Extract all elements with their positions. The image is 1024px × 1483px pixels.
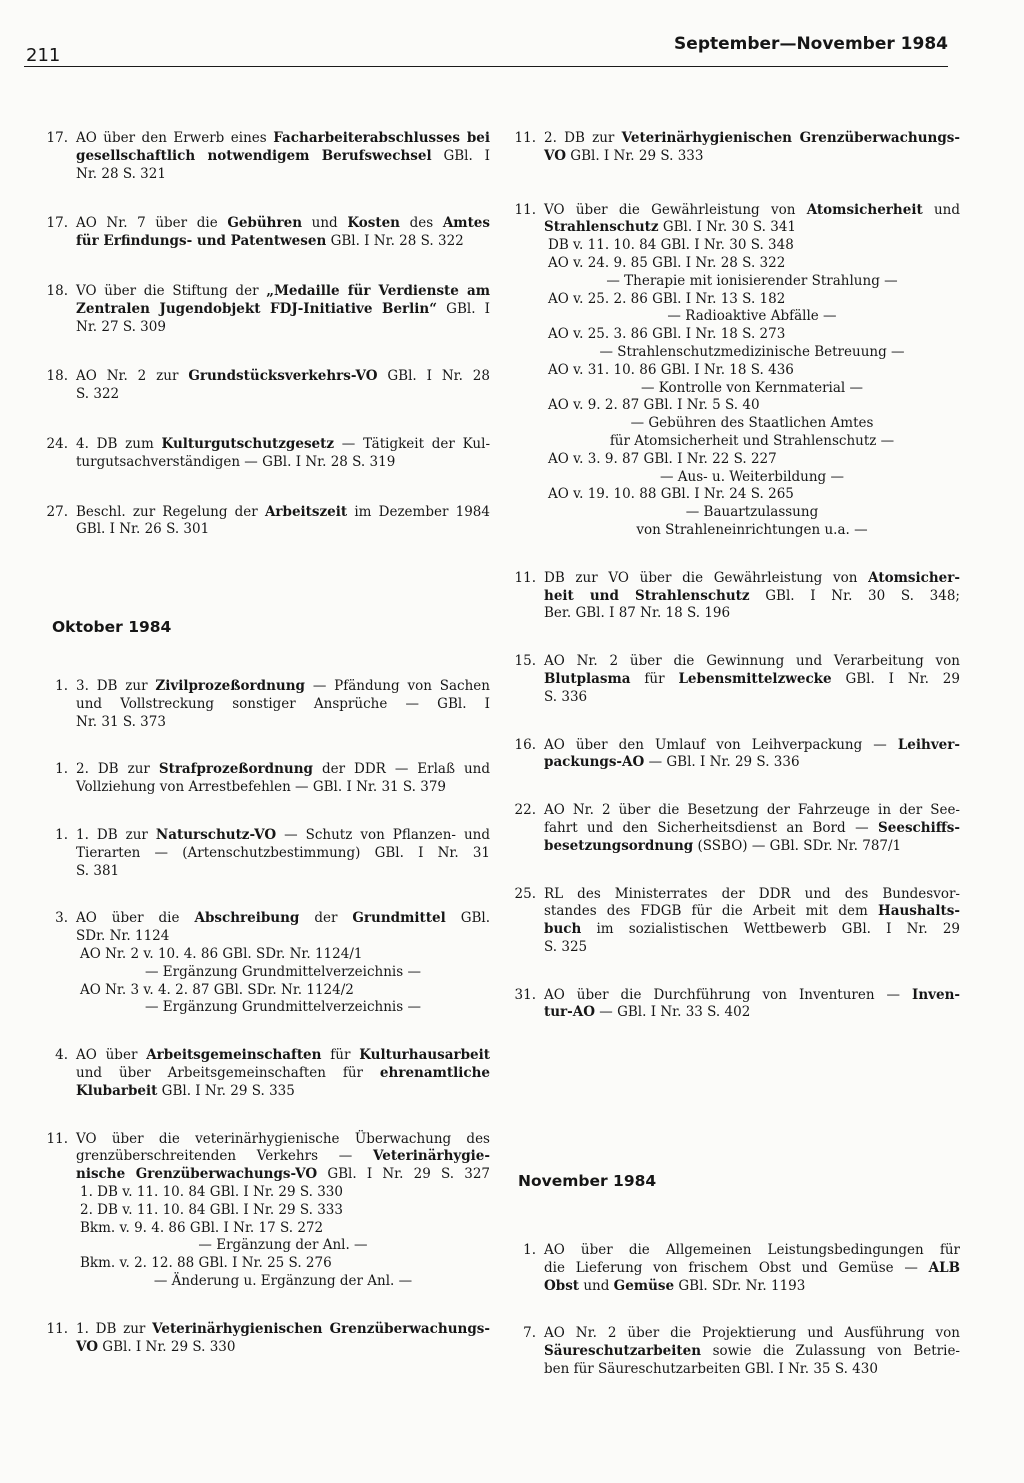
entry-date: 3. (55, 910, 68, 927)
list-item (40, 283, 490, 336)
entry-line: RL des Ministerrates der DDR und des Bundesvor- (544, 885, 960, 902)
entry-line: — Änderung u. Ergänzung der Anl. — (153, 1272, 413, 1289)
entry-line: — Strahlenschutzmedizinische Betreuung — (599, 343, 905, 360)
section-heading-november: November 1984 (518, 1172, 657, 1190)
list-item (40, 504, 490, 540)
entry-line: VO über die veterinärhygienische Überwachung des (76, 1130, 490, 1147)
entry-line: Nr. 27 S. 309 (76, 318, 166, 335)
left-column (40, 100, 490, 539)
entry-line: AO über den Umlauf von Leihverpackung — Leihver- (544, 736, 960, 753)
entry-line: VO GBl. I Nr. 29 S. 330 (76, 1338, 236, 1355)
entry-line: besetzungsordnung (SSBO) — GBl. SDr. Nr. 787/1 (544, 837, 902, 854)
entry-line: turgutsachverständigen — GBl. I Nr. 28 S. 319 (76, 453, 396, 470)
entry-text (544, 570, 960, 623)
entry-text (544, 202, 960, 540)
entry-line: AO Nr. 2 v. 10. 4. 86 GBl. SDr. Nr. 1124/1 (80, 945, 363, 962)
entry-line: AO v. 25. 2. 86 GBl. I Nr. 13 S. 182 (548, 290, 786, 307)
entry-date: 11. (514, 130, 536, 146)
entry-text (76, 1047, 490, 1100)
entry-line: Vollziehung von Arrestbefehlen — GBl. I Nr. 31 S. 379 (76, 779, 447, 796)
entry-text (76, 283, 490, 336)
entry-text (544, 886, 960, 957)
entry-text (76, 504, 490, 540)
entry-text (544, 653, 960, 706)
entry-line: nische Grenzüberwachungs-VO GBl. I Nr. 29 S. 327 (76, 1166, 490, 1183)
entry-line: für Atomsicherheit und Strahlenschutz — (609, 432, 895, 449)
entry-date: 1. (523, 1242, 536, 1258)
entry-line: Ber. GBl. I 87 Nr. 18 S. 196 (544, 605, 731, 622)
entry-line: SDr. Nr. 1124 (76, 928, 170, 945)
list-item (508, 886, 960, 957)
list-item (40, 1321, 490, 1357)
entry-line: die Lieferung von frischem Obst und Gemüse — ALB (544, 1259, 960, 1276)
entry-text (76, 761, 490, 797)
entry-line: AO v. 19. 10. 88 GBl. I Nr. 24 S. 265 (548, 486, 794, 503)
running-head: September—November 1984 (674, 34, 948, 54)
entry-line: — Aus- u. Weiterbildung — (660, 468, 844, 485)
entry-line: für Erfindungs- und Patentwesen GBl. I Nr. 28 S. 322 (76, 233, 464, 250)
entry-line: 2. DB v. 11. 10. 84 GBl. I Nr. 29 S. 333 (80, 1201, 343, 1218)
entry-line: AO über die Durchführung von Inventuren — Inven- (544, 986, 960, 1003)
entry-date: 15. (514, 653, 536, 670)
entry-date: 31. (514, 986, 536, 1003)
entry-text (76, 1321, 490, 1357)
entry-line: — Gebühren des Staatlichen Amtes (630, 415, 874, 432)
entry-line: S. 336 (544, 688, 588, 705)
entry-line: und Vollstreckung sonstiger Ansprüche — GBl. I (76, 695, 490, 712)
entry-text (544, 1325, 960, 1378)
entry-date: 16. (514, 736, 536, 753)
section-heading-oktober: Oktober 1984 (52, 618, 172, 636)
entry-line: AO über Arbeitsgemeinschaften für Kulturhausarbeit (76, 1047, 490, 1064)
entry-line: 2. DB zur Strafprozeßordnung der DDR — Erlaß und (76, 761, 491, 778)
oktober-column (40, 648, 490, 1356)
entry-line: AO v. 24. 9. 85 GBl. I Nr. 28 S. 322 (548, 254, 786, 271)
entry-line: — Radioaktive Abfälle — (667, 308, 837, 325)
entry-line: Strahlenschutz GBl. I Nr. 30 S. 341 (544, 219, 797, 236)
entry-date: 11. (514, 569, 536, 586)
entry-line: AO v. 9. 2. 87 GBl. I Nr. 5 S. 40 (548, 397, 760, 414)
entry-text (544, 1242, 960, 1295)
entry-date: 11. (514, 201, 536, 218)
entry-text (544, 802, 960, 855)
list-item (40, 130, 490, 183)
entry-line: packungs-AO — GBl. I Nr. 29 S. 336 (544, 754, 800, 771)
november-entry-list (508, 1242, 960, 1379)
entry-date: 22. (514, 802, 536, 819)
entry-date: 17. (46, 215, 68, 232)
entry-line: Obst und Gemüse GBl. SDr. Nr. 1193 (544, 1277, 806, 1294)
entry-line: heit und Strahlenschutz GBl. I Nr. 30 S. 348; (544, 587, 960, 604)
november-column (508, 1212, 960, 1379)
list-item (508, 737, 960, 773)
list-item (508, 130, 960, 166)
list-item (508, 653, 960, 706)
list-item (40, 436, 490, 472)
entry-line: S. 381 (76, 862, 120, 879)
entry-line: Tierarten — (Artenschutzbestimmung) GBl. I Nr. 31 (76, 844, 490, 861)
entry-text (76, 368, 490, 404)
entry-line: und über Arbeitsgemeinschaften für ehrenamtliche (76, 1064, 490, 1081)
entry-line: AO Nr. 3 v. 4. 2. 87 GBl. SDr. Nr. 1124/2 (80, 981, 354, 998)
list-item (40, 1131, 490, 1291)
list-item (508, 1325, 960, 1378)
list-item (508, 1242, 960, 1295)
entry-line: Bkm. v. 2. 12. 88 GBl. I Nr. 25 S. 276 (80, 1255, 332, 1272)
entry-date: 25. (514, 885, 536, 902)
entry-line: GBl. I Nr. 26 S. 301 (76, 521, 210, 538)
list-item (40, 215, 490, 251)
right-entry-list (508, 130, 960, 1022)
right-column (508, 100, 960, 1022)
entry-line: fahrt und den Sicherheitsdienst an Bord — Seeschiffs- (544, 819, 960, 836)
list-item (508, 570, 960, 623)
entry-line: standes des FDGB für die Arbeit mit dem Haushalts- (544, 903, 960, 920)
entry-text (76, 436, 490, 472)
entry-line: VO GBl. I Nr. 29 S. 333 (544, 147, 704, 164)
oktober-entry-list (40, 678, 490, 1356)
entry-date: 1. (55, 678, 68, 694)
entry-line: Bkm. v. 9. 4. 86 GBl. I Nr. 17 S. 272 (80, 1219, 324, 1236)
entry-line: — Ergänzung Grundmittelverzeichnis — (145, 963, 421, 980)
entry-line: 1. DB v. 11. 10. 84 GBl. I Nr. 29 S. 330 (80, 1183, 343, 1200)
entry-line: Blutplasma für Lebensmittelzwecke GBl. I Nr. 29 (544, 670, 960, 687)
entry-date: 4. (55, 1047, 68, 1064)
entry-line: von Strahleneinrichtungen u.a. — (636, 521, 868, 538)
list-item (40, 678, 490, 731)
entry-text (76, 910, 490, 1017)
entry-line: VO über die Gewährleistung von Atomsicherheit und (544, 201, 960, 218)
entry-date: 11. (46, 1130, 68, 1147)
entry-date: 27. (46, 503, 68, 520)
list-item (40, 368, 490, 404)
entry-line: — Therapie mit ionisierender Strahlung — (606, 272, 898, 289)
entry-line: 1. DB zur Veterinärhygienischen Grenzüberwachungs- (76, 1320, 490, 1337)
entry-line: 3. DB zur Zivilprozeßordnung — Pfändung von Sachen (76, 678, 490, 694)
entry-line: — Ergänzung der Anl. — (198, 1237, 368, 1254)
entry-line: AO v. 3. 9. 87 GBl. I Nr. 22 S. 227 (548, 450, 777, 467)
entry-line: grenzüberschreitenden Verkehrs — Veterinärhygie- (76, 1148, 490, 1165)
entry-date: 17. (46, 130, 68, 146)
page-number: 211 (26, 45, 61, 66)
entry-line: 4. DB zum Kulturgutschutzgesetz — Tätigkeit der Kul- (76, 435, 491, 452)
entry-line: 2. DB zur Veterinärhygienischen Grenzüberwachungs- (544, 130, 960, 146)
entry-date: 1. (55, 826, 68, 843)
entry-text (76, 678, 490, 731)
left-entry-list (40, 130, 490, 539)
list-item (40, 910, 490, 1017)
entry-text (76, 1131, 490, 1291)
entry-text (544, 737, 960, 773)
entry-line: DB v. 11. 10. 84 GBl. I Nr. 30 S. 348 (548, 237, 794, 254)
entry-line: Zentralen Jugendobjekt FDJ-Initiative Berlin“ GBl. I (76, 300, 490, 317)
entry-line: gesellschaftlich notwendigem Berufswechsel GBl. I (76, 147, 490, 164)
entry-date: 1. (55, 761, 68, 778)
list-item (508, 987, 960, 1023)
entry-line: — Ergänzung Grundmittelverzeichnis — (145, 999, 421, 1016)
entry-line: — Bauartzulassung (685, 504, 819, 521)
entry-text (544, 987, 960, 1023)
entry-line: AO Nr. 2 zur Grundstücksverkehrs-VO GBl. I Nr. 28 (76, 368, 490, 385)
entry-line: AO v. 31. 10. 86 GBl. I Nr. 18 S. 436 (548, 361, 794, 378)
entry-date: 18. (46, 282, 68, 299)
entry-line: 1. DB zur Naturschutz-VO — Schutz von Pflanzen- und (76, 826, 490, 843)
entry-text (76, 130, 490, 183)
header-rule (24, 66, 948, 67)
entry-line: AO Nr. 7 über die Gebühren und Kosten des Amtes (76, 215, 490, 232)
entry-line: AO Nr. 2 über die Projektierung und Ausführung von (544, 1325, 960, 1342)
entry-line: AO über die Abschreibung der Grundmittel GBl. (76, 910, 491, 927)
entry-line: S. 322 (76, 386, 120, 403)
entry-line: Beschl. zur Regelung der Arbeitszeit im Dezember 1984 (76, 503, 490, 520)
entry-date: 18. (46, 368, 68, 385)
entry-text (544, 130, 960, 166)
entry-line: buch im sozialistischen Wettbewerb GBl. I Nr. 29 (544, 921, 960, 938)
entry-line: Nr. 31 S. 373 (76, 713, 166, 730)
entry-line: DB zur VO über die Gewährleistung von Atomsicher- (544, 569, 960, 586)
entry-line: Klubarbeit GBl. I Nr. 29 S. 335 (76, 1082, 295, 1099)
entry-line: AO Nr. 2 über die Gewinnung und Verarbeitung von (544, 653, 960, 670)
entry-line: — Kontrolle von Kernmaterial — (640, 379, 864, 396)
entry-date: 7. (523, 1325, 536, 1342)
list-item (40, 1047, 490, 1100)
list-item (40, 827, 490, 880)
entry-line: ben für Säureschutzarbeiten GBl. I Nr. 35 S. 430 (544, 1360, 878, 1377)
entry-text (76, 215, 490, 251)
entry-line: S. 325 (544, 938, 588, 955)
entry-line: AO über den Erwerb eines Facharbeiterabschlusses bei (76, 130, 490, 146)
entry-line: AO über die Allgemeinen Leistungsbedingungen für (544, 1242, 960, 1258)
entry-line: tur-AO — GBl. I Nr. 33 S. 402 (544, 1004, 751, 1021)
entry-line: AO Nr. 2 über die Besetzung der Fahrzeuge in der See- (544, 802, 960, 819)
entry-line: AO v. 25. 3. 86 GBl. I Nr. 18 S. 273 (548, 326, 786, 343)
entry-line: Nr. 28 S. 321 (76, 165, 166, 182)
entry-date: 11. (46, 1320, 68, 1337)
entry-line: Säureschutzarbeiten sowie die Zulassung von Betrie- (544, 1343, 960, 1360)
list-item (508, 202, 960, 540)
list-item (508, 802, 960, 855)
entry-date: 24. (46, 435, 68, 452)
entry-line: VO über die Stiftung der „Medaille für Verdienste am (76, 282, 490, 299)
list-item (40, 761, 490, 797)
entry-text (76, 827, 490, 880)
